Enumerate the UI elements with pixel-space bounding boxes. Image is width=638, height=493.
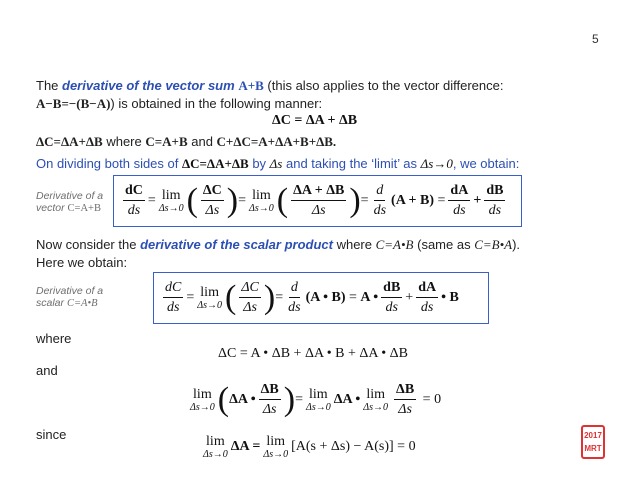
word-where: where	[36, 331, 72, 346]
frac-dA-ds-2: $\frac{dA}{ds}$	[418, 280, 437, 315]
lim-3: lim Δs→0	[197, 284, 223, 311]
frac-dC: $\frac{\Delta C}{\Delta s}$	[202, 183, 222, 218]
para2	[36, 156, 519, 172]
lim-2: lim Δs→0	[249, 187, 274, 214]
eq-since: lim Δs→0 ΔA = lim Δs→0 [A(s + Δs) − A(s)] = 0	[203, 434, 416, 460]
para3-line2: Here we obtain:	[36, 255, 128, 270]
page-number: 5	[592, 32, 599, 46]
year-badge	[581, 425, 605, 459]
lim-7: lim Δs→0	[203, 434, 228, 460]
side-label-2: Derivative of a scalar C=A•B	[36, 285, 104, 309]
scalar-derivative-box	[153, 272, 489, 324]
where-expr1: ΔC=ΔA+ΔB	[36, 134, 103, 149]
frac-dB-s-2: $\frac{\Delta B}{\Delta s}$	[396, 382, 415, 417]
lim-8: lim Δs→0	[263, 434, 289, 460]
frac-dC-2: $\frac{\Delta C}{\Delta s}$	[241, 280, 259, 315]
para3-term: derivative of the scalar product	[140, 237, 333, 252]
para1-prefix: The	[36, 78, 63, 93]
side1-expr: C=A+B	[67, 203, 101, 214]
badge-initials: MRT	[584, 444, 602, 453]
where-word: where	[102, 134, 146, 149]
eq-delta-c: ΔC = ΔA + ΔB	[272, 113, 358, 128]
lim-1: lim Δs→0	[158, 187, 184, 214]
para3-expr2: C=B•A	[474, 237, 513, 252]
line-where	[36, 134, 336, 150]
para3-line1: Now consider the derivative of the scalar product where C=A•B (same as C=B•A).	[36, 237, 521, 252]
frac-dA-ds: $\frac{dA}{ds}$	[450, 183, 469, 218]
where-and: and	[187, 134, 217, 149]
badge-year: 2017	[584, 431, 602, 440]
para2-suffix: , we obtain:	[452, 156, 520, 171]
frac-dB-s: $\frac{\Delta B}{\Delta s}$	[260, 382, 279, 417]
para1-expr: A+B	[238, 78, 264, 93]
frac-dC-ds: $\frac{dC}{ds}$	[125, 183, 143, 218]
eq-and: lim Δs→0 ( ΔA • $\frac{\Delta B}{\Delta s}$ ) = lim Δs→0 ΔA • lim Δs→0 $\frac{\Delta B}{\Delta s}$ = 0	[190, 380, 442, 418]
para2-prefix: On dividing both sides of	[36, 156, 182, 171]
para1-line2-expr: A−B=−(B−A)	[36, 96, 111, 111]
para3-expr1: C=A•B	[375, 237, 414, 252]
vector-derivative-box	[113, 175, 522, 227]
para2-limit: Δs→0	[420, 156, 453, 171]
side-label-1	[36, 190, 103, 215]
para2-mid2: and taking the ‘limit’ as	[282, 156, 421, 171]
lim-5: lim Δs→0	[305, 386, 331, 413]
para2-mid: by	[248, 156, 270, 171]
frac-dB-ds: $\frac{dB}{ds}$	[486, 183, 504, 218]
para1-line1	[36, 78, 503, 94]
frac-dA-dB: $\frac{\Delta A + \Delta B}{\Delta s}$	[293, 183, 345, 218]
para2-ds: Δs	[269, 156, 283, 171]
lim-6: lim Δs→0	[363, 386, 389, 413]
lim-4: lim Δs→0	[190, 386, 215, 413]
para1-line2	[36, 96, 322, 112]
para1-term: derivative of the vector sum	[62, 78, 235, 93]
vector-derivative-eq: $\frac{dC}{ds}$ = lim Δs→0 ( $\frac{\Delta C}{\Delta s}$ ) = lim Δs→0 ( $\frac{\Delta A + \Delta B}{\Delta s}$ ) = $\frac{d}{ds}$ (A + B) = $\frac{dA}{ds}$ + $\frac{dB}{ds}$	[125, 181, 504, 219]
word-and: and	[36, 363, 58, 378]
frac-d-ds-2: $\frac{d}{ds}$	[288, 280, 301, 315]
frac-d-ds: $\frac{d}{ds}$	[373, 183, 387, 218]
frac-dB-ds-2: $\frac{dB}{ds}$	[383, 280, 401, 315]
para1-line2-text: ) is obtained in the following manner:	[110, 96, 323, 111]
scalar-derivative-eq: $\frac{dC}{ds}$ = lim Δs→0 ( $\frac{\Delta C}{\Delta s}$ ) = $\frac{d}{ds}$ (A • B) = A • $\frac{dB}{ds}$ + $\frac{dA}{ds}$ • B	[165, 278, 459, 316]
where-expr2: C=A+B	[145, 134, 188, 149]
side1-line2: vector	[36, 202, 65, 214]
para1-suffix: (this also applies to the vector difference:	[267, 78, 504, 93]
frac-dC-ds-2: $\frac{dC}{ds}$	[165, 280, 182, 315]
eq-where: ΔC = A • ΔB + ΔA • B + ΔA • ΔB	[218, 346, 408, 361]
para2-expr: ΔC=ΔA+ΔB	[181, 156, 249, 171]
where-expr3: C+ΔC=A+ΔA+B+ΔB.	[216, 134, 337, 149]
word-since: since	[36, 427, 67, 442]
side1-line1: Derivative of a	[36, 190, 104, 202]
